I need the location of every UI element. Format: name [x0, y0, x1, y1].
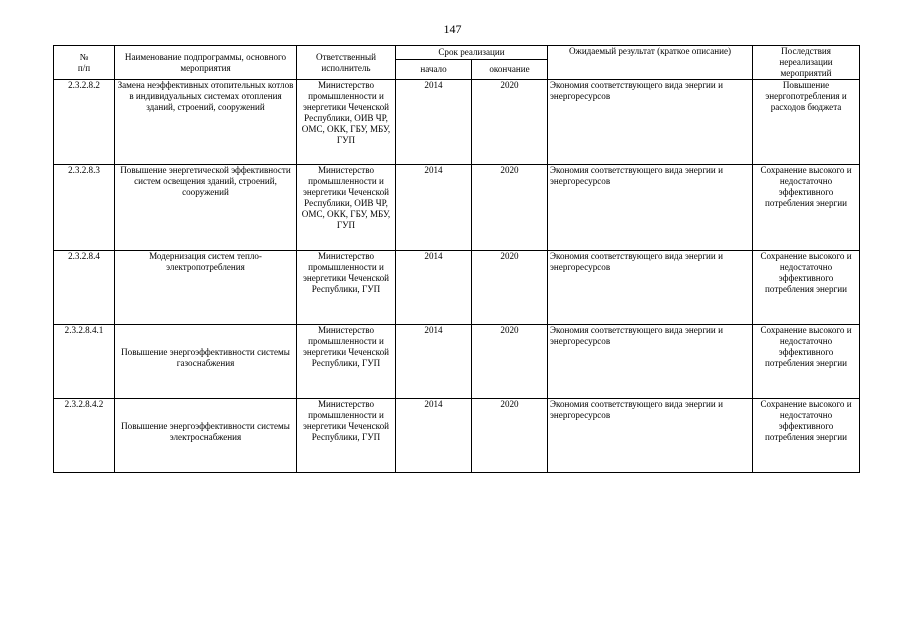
header-num: № п/п [54, 46, 115, 80]
row-end: 2020 [472, 325, 548, 399]
row-consequences: Сохранение высокого и недостаточно эффективного потребления энергии [753, 165, 860, 251]
row-executor: Министерство промышленности и энергетики Чеченской Республики, ОИВ ЧР, ОМС, ОКК, ГБУ, МБУ, ГУП [297, 80, 396, 165]
row-num: 2.3.2.8.4.1 [54, 325, 115, 399]
row-name-cell [115, 399, 297, 473]
table-row [54, 399, 860, 473]
row-executor: Министерство промышленности и энергетики Чеченской Республики, ГУП [297, 399, 396, 473]
row-name: Повышение энергетической эффективности систем освещения зданий, строений, сооружений [115, 165, 297, 251]
table-row [54, 165, 860, 251]
row-name-cell [115, 325, 297, 399]
table-row [54, 325, 860, 399]
row-end: 2020 [472, 80, 548, 165]
row-consequences: Сохранение высокого и недостаточно эффективного потребления энергии [753, 325, 860, 399]
measures-table [53, 45, 860, 473]
table-row [54, 251, 860, 325]
row-num: 2.3.2.8.4.2 [54, 399, 115, 473]
row-result: Экономия соответствующего вида энергии и энергоресурсов [548, 165, 753, 251]
row-end: 2020 [472, 399, 548, 473]
header-consequences: Последствия нереализации мероприятий [753, 46, 860, 80]
row-consequences: Сохранение высокого и недостаточно эффективного потребления энергии [753, 399, 860, 473]
row-executor: Министерство промышленности и энергетики Чеченской Республики, ГУП [297, 251, 396, 325]
row-executor: Министерство промышленности и энергетики Чеченской Республики, ОИВ ЧР, ОМС, ОКК, ГБУ, МБУ, ГУП [297, 165, 396, 251]
page-number: 147 [443, 22, 462, 36]
header-result: Ожидаемый результат (краткое описание) [548, 46, 753, 80]
row-name: Повышение энергоэффективности системы газоснабжения [121, 347, 290, 368]
header-name: Наименование подпрограммы, основного мероприятия [115, 46, 297, 80]
row-consequences: Повышение энергопотребления и расходов бюджета [753, 80, 860, 165]
row-start: 2014 [396, 325, 472, 399]
row-num: 2.3.2.8.3 [54, 165, 115, 251]
row-result: Экономия соответствующего вида энергии и энергоресурсов [548, 399, 753, 473]
row-start: 2014 [396, 80, 472, 165]
row-name: Замена неэффективных отопительных котлов в индивидуальных системах отопления зданий, строений, сооружений [115, 80, 297, 165]
row-end: 2020 [472, 165, 548, 251]
row-result: Экономия соответствующего вида энергии и энергоресурсов [548, 251, 753, 325]
row-num: 2.3.2.8.4 [54, 251, 115, 325]
row-start: 2014 [396, 399, 472, 473]
row-start: 2014 [396, 251, 472, 325]
table-row [54, 80, 860, 165]
row-num: 2.3.2.8.2 [54, 80, 115, 165]
row-start: 2014 [396, 165, 472, 251]
header-end: окончание [472, 60, 548, 80]
row-result: Экономия соответствующего вида энергии и энергоресурсов [548, 325, 753, 399]
row-result: Экономия соответствующего вида энергии и энергоресурсов [548, 80, 753, 165]
header-executor: Ответственный исполнитель [297, 46, 396, 80]
row-end: 2020 [472, 251, 548, 325]
row-executor: Министерство промышленности и энергетики Чеченской Республики, ГУП [297, 325, 396, 399]
header-start: начало [396, 60, 472, 80]
row-consequences: Сохранение высокого и недостаточно эффективного потребления энергии [753, 251, 860, 325]
row-name: Повышение энергоэффективности системы электроснабжения [121, 421, 290, 442]
header-term: Срок реализации [396, 46, 548, 60]
row-name: Модернизация систем тепло-электропотребления [115, 251, 297, 325]
